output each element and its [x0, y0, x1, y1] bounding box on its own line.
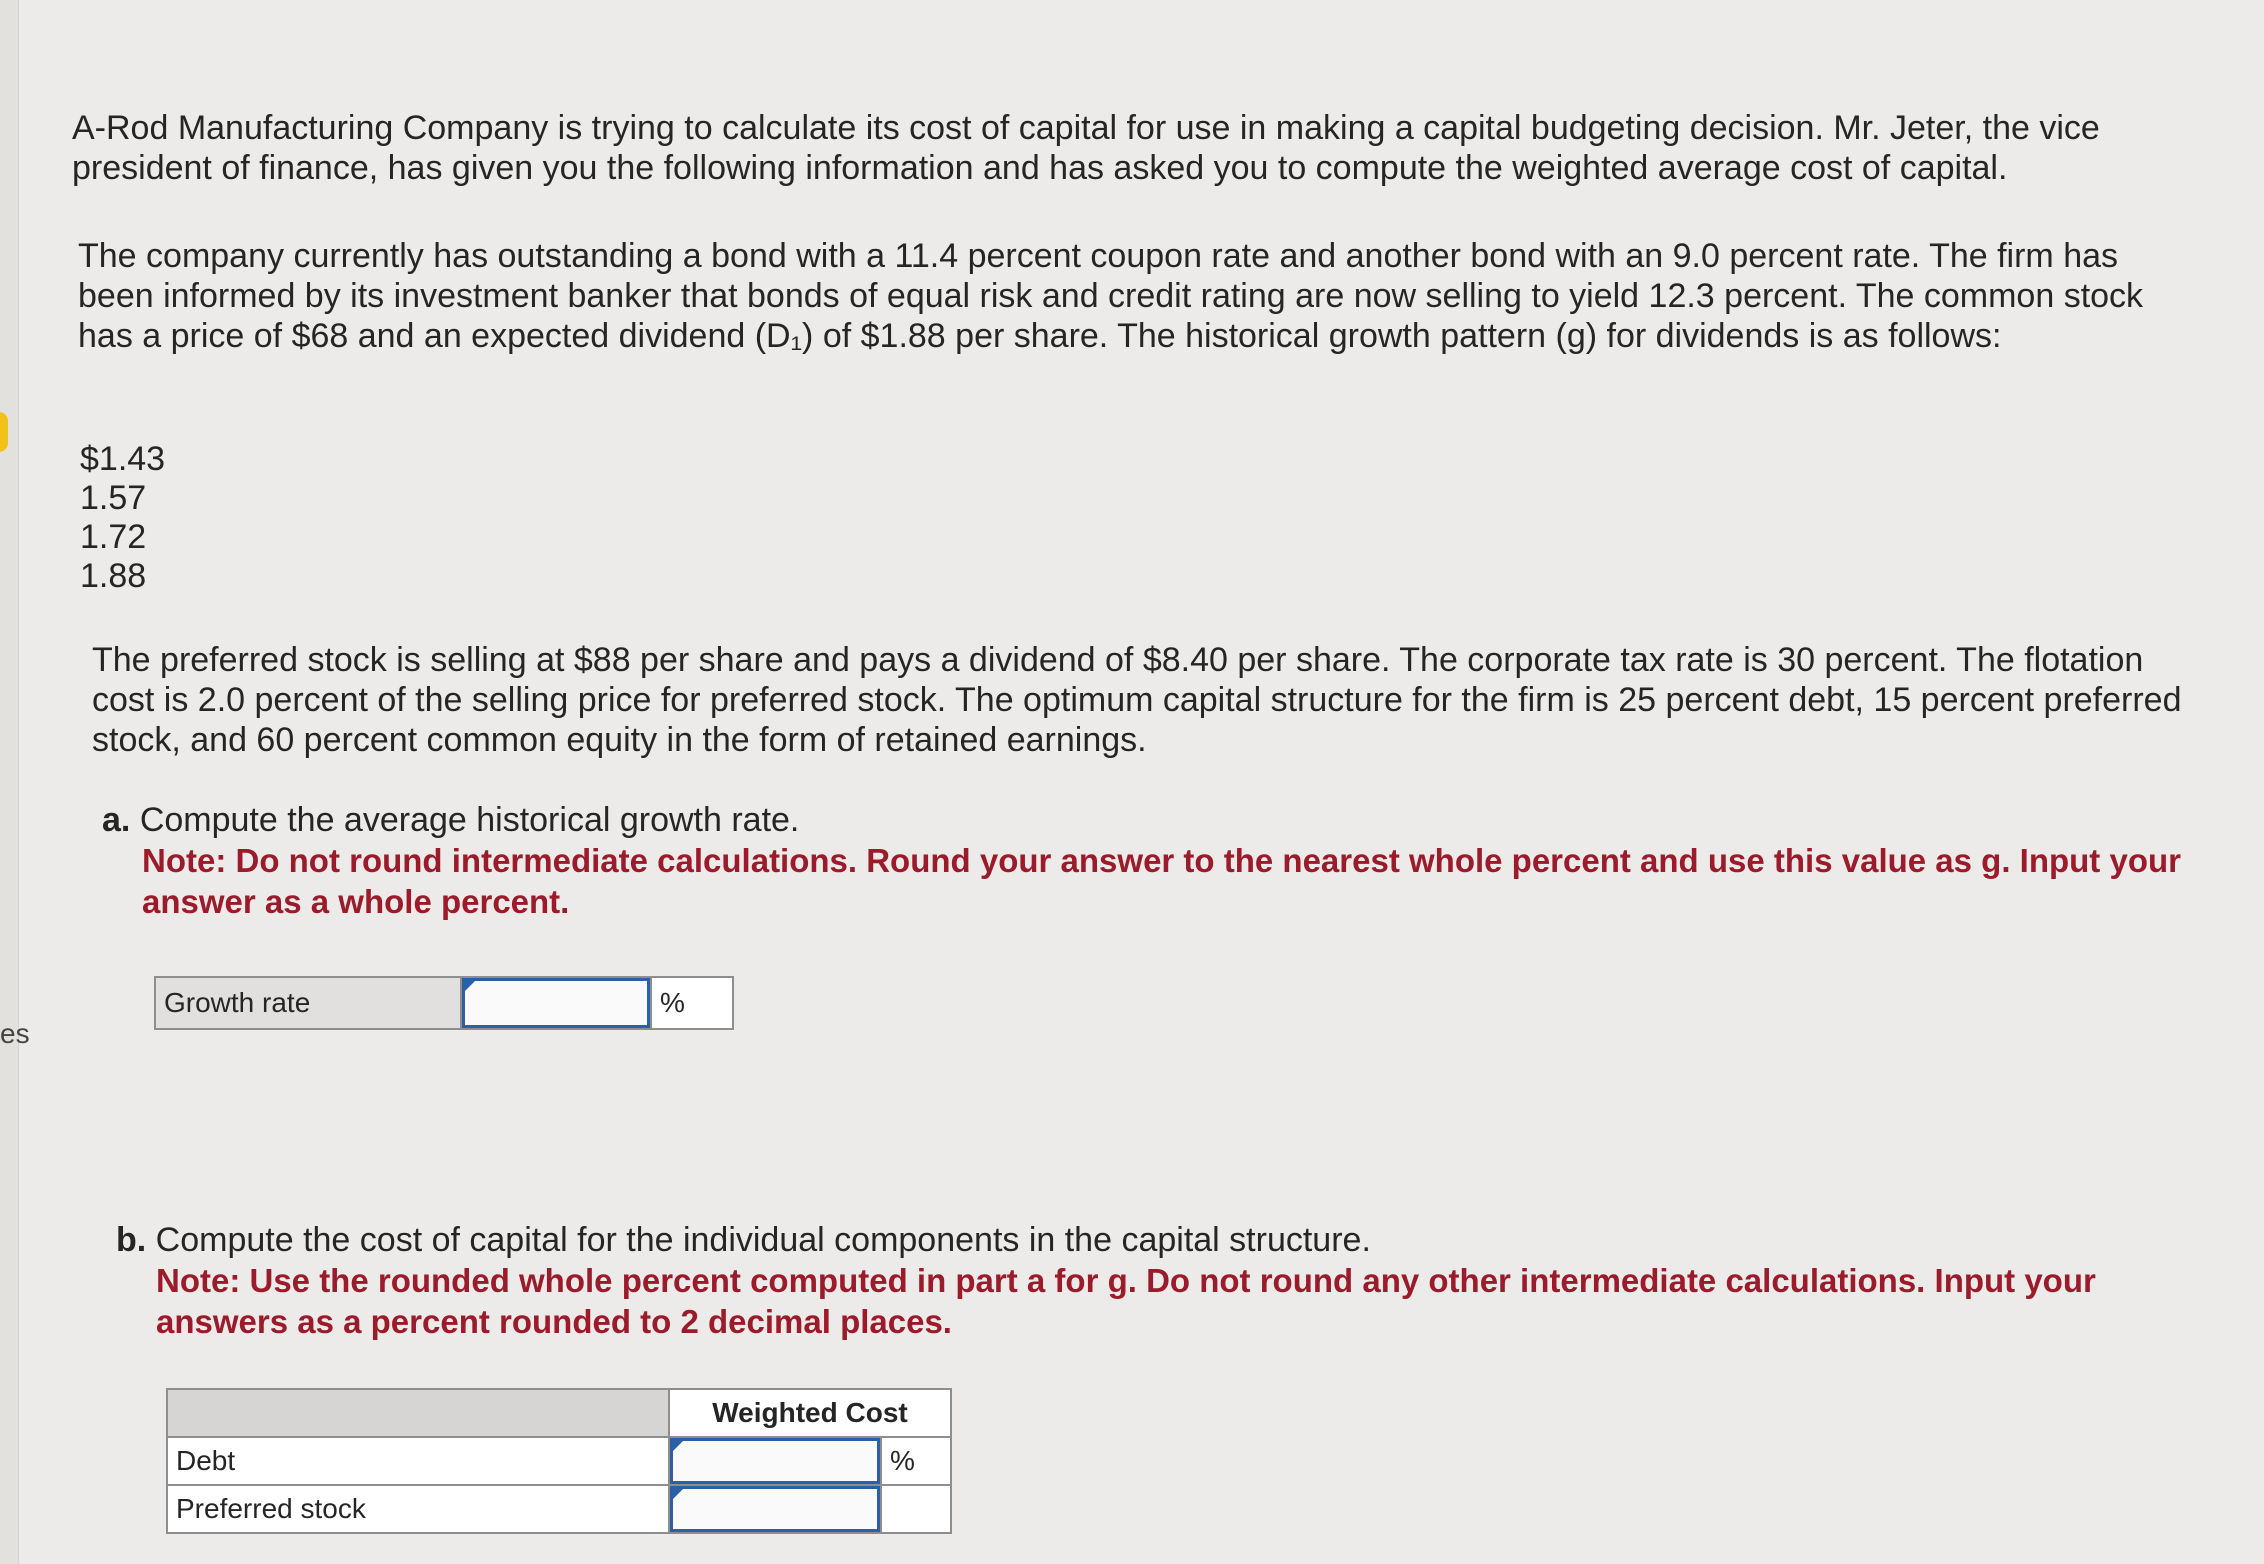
growth-rate-row	[154, 976, 734, 1030]
debt-label: Debt	[167, 1437, 669, 1485]
input-corner-icon	[465, 981, 475, 991]
input-corner-icon	[673, 1441, 683, 1451]
preferred-stock-unit	[880, 1486, 950, 1532]
table-header-blank	[167, 1389, 669, 1437]
growth-rate-unit: %	[650, 978, 732, 1028]
part-a-letter: a.	[102, 801, 131, 839]
part-b-prompt: Compute the cost of capital for the individual components in the capital structure.	[155, 1221, 1371, 1259]
preferred-stock-cost-input[interactable]	[670, 1486, 880, 1532]
debt-cell	[669, 1437, 951, 1485]
growth-rate-input[interactable]	[462, 978, 650, 1028]
intro-paragraph: A-Rod Manufacturing Company is trying to calculate its cost of capital for use in making a capital budgeting decision. Mr. Jeter, the vice president of finance, has given you the following information and has asked you to compute the weighted average cost of capital.	[72, 109, 2100, 187]
dividend-value: $1.43	[80, 440, 166, 478]
preferred-stock-label: Preferred stock	[167, 1485, 669, 1533]
dividend-value: 1.57	[80, 479, 147, 517]
growth-rate-label: Growth rate	[156, 978, 462, 1028]
part-b-note: Note: Use the rounded whole percent computed in part a for g. Do not round any other intermediate calculations. Input your answers as a percent rounded to 2 decimal places.	[156, 1262, 2096, 1340]
part-a-note: Note: Do not round intermediate calculations. Round your answer to the nearest whole percent and use this value as g. Input your answer as a whole percent.	[142, 842, 2181, 920]
part-a-prompt: Compute the average historical growth rate.	[139, 801, 800, 839]
table-row	[167, 1437, 951, 1485]
part-a-question	[102, 800, 799, 840]
debt-unit: %	[880, 1438, 950, 1484]
dividend-history-list	[80, 440, 165, 596]
side-text-fragment: es	[0, 1018, 30, 1049]
weighted-cost-header: Weighted Cost	[669, 1389, 951, 1437]
part-b-letter: b.	[116, 1221, 147, 1259]
bond-paragraph: The company currently has outstanding a bond with a 11.4 percent coupon rate and another bond with an 9.0 percent rate. The firm has been informed by its investment banker that bonds of equal risk and credit rating are now selling to yield 12.3 percent. The common stock has a price of $68 and an expected dividend (D₁) of $1.88 per share. The historical growth pattern (g) for dividends is as follows:	[78, 237, 2144, 355]
input-corner-icon	[673, 1489, 683, 1499]
left-screen-edge	[0, 0, 19, 1564]
table-row	[167, 1485, 951, 1533]
weighted-cost-table	[166, 1388, 952, 1534]
side-indicator-dot	[0, 412, 8, 452]
preferred-stock-cell	[669, 1485, 951, 1533]
debt-cost-input[interactable]	[670, 1438, 880, 1484]
part-b-question	[116, 1220, 1371, 1260]
dividend-value: 1.88	[80, 557, 147, 595]
preferred-stock-paragraph: The preferred stock is selling at $88 per share and pays a dividend of $8.40 per share. The corporate tax rate is 30 percent. The flotation cost is 2.0 percent of the selling price for preferred stock. The optimum capital structure for the firm is 25 percent debt, 15 percent preferred stock, and 60 percent common equity in the form of retained earnings.	[92, 641, 2182, 759]
dividend-value: 1.72	[80, 518, 147, 556]
